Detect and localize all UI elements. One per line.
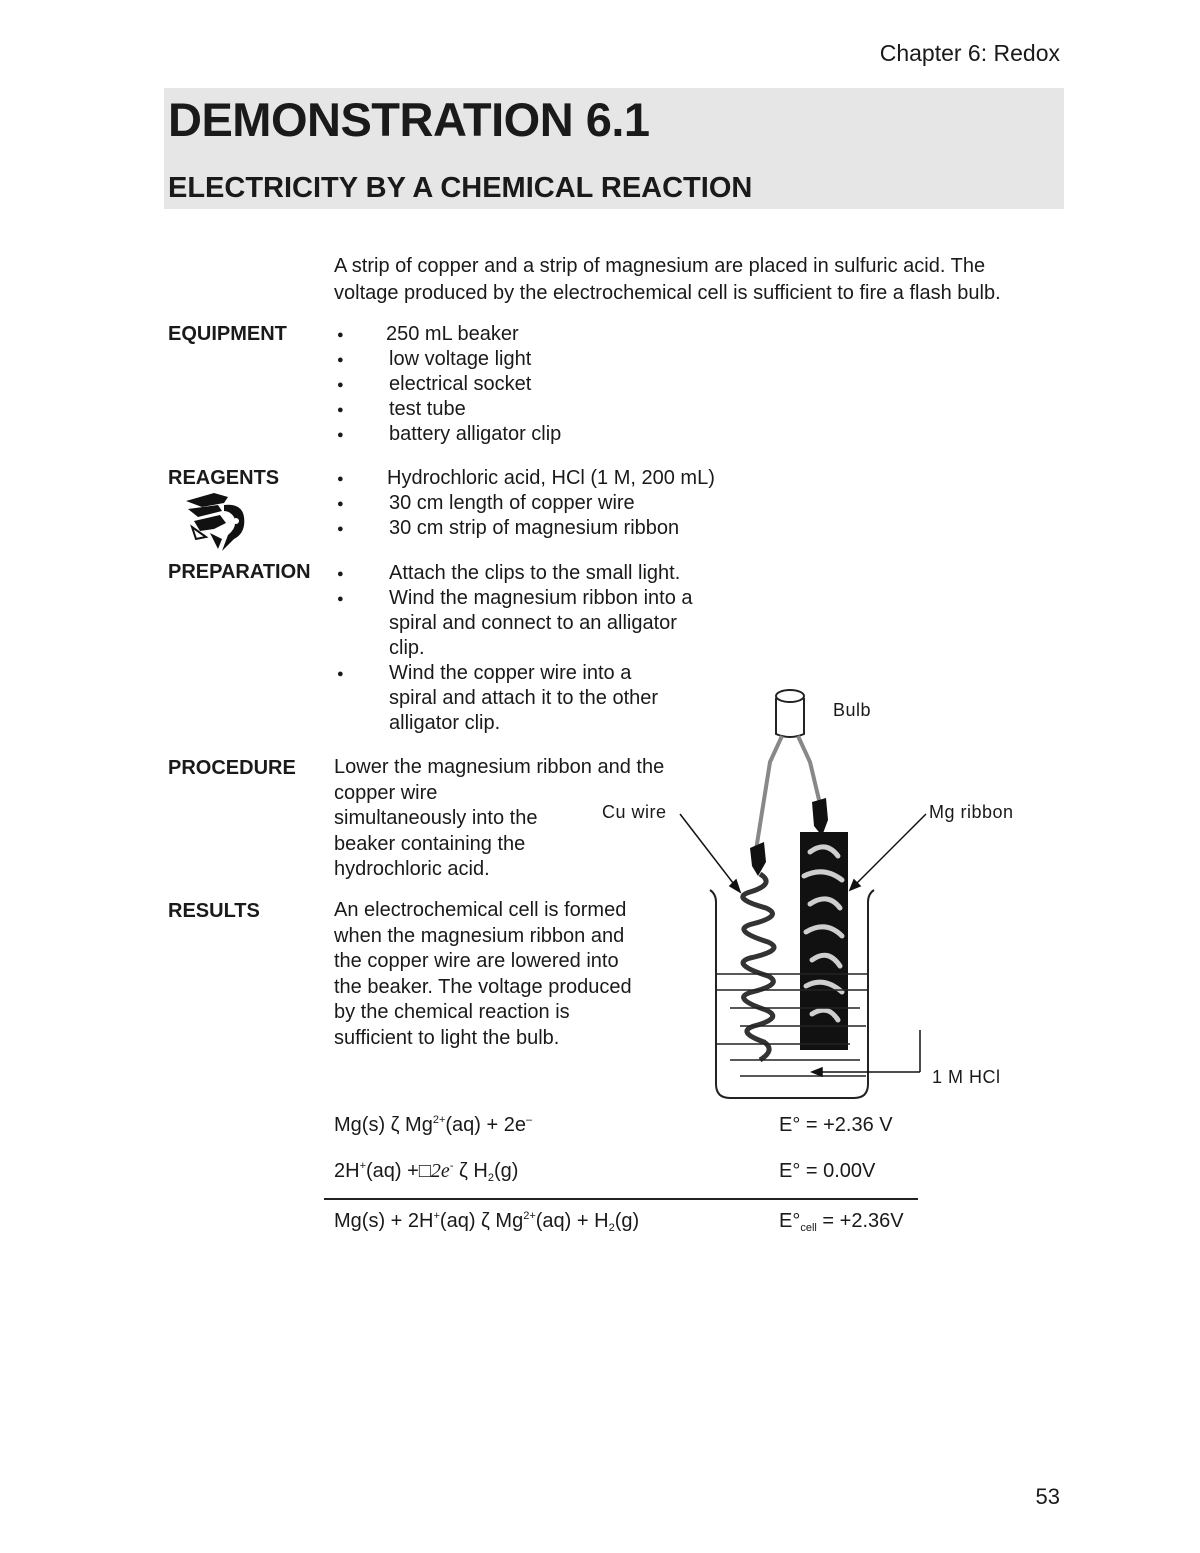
eq2-potential: E° = 0.00V	[779, 1160, 876, 1182]
text-line: when the magnesium ribbon and	[334, 924, 625, 947]
text-line: hydrochloric acid.	[334, 858, 490, 880]
intro-line: voltage produced by the electrochemical cell is sufficient to fire a flash bulb.	[334, 282, 1001, 304]
eq-sup: +	[359, 1160, 367, 1172]
left-alligator-clip	[750, 842, 766, 876]
list-item-line: ● Wind the copper wire into a	[389, 662, 632, 684]
eq-text: = +2.36V	[816, 1210, 904, 1232]
reaction-arrow: ζ	[481, 1210, 490, 1232]
eq-text: (aq) + H	[535, 1210, 609, 1232]
missing-glyph-box: □	[418, 1160, 431, 1182]
results-label: RESULTS	[168, 900, 260, 922]
text-line: An electrochemical cell is formed	[334, 899, 627, 921]
half-reaction-oxidation	[334, 1114, 532, 1137]
text-line: copper wire	[334, 781, 438, 804]
eq-sup: +	[433, 1210, 440, 1222]
reaction-arrow: ζ	[459, 1160, 468, 1182]
intro-paragraph	[334, 253, 1074, 307]
eq-sub: 2	[608, 1222, 615, 1234]
overall-reaction	[334, 1210, 639, 1234]
eq-sup: 2+	[432, 1114, 446, 1126]
results-text	[334, 898, 632, 1051]
cu-wire-spiral	[743, 874, 774, 1060]
mg-ribbon-strip	[800, 832, 848, 1050]
beaker	[710, 890, 874, 1098]
list-item: ● battery alligator clip	[334, 422, 734, 447]
equipment-list	[334, 322, 734, 447]
eq-text: Mg(s) + 2H	[334, 1210, 434, 1232]
electrochemical-cell-diagram	[590, 680, 1050, 1110]
eq-text: (aq) +	[366, 1160, 419, 1182]
list-item	[334, 586, 734, 661]
eq-text: Mg	[489, 1210, 524, 1232]
corrosive-hazard-icon	[184, 487, 254, 553]
bulb-icon	[776, 690, 804, 737]
eq-text: H	[467, 1160, 488, 1182]
list-item: ● Hydrochloric acid, HCl (1 M, 200 mL)	[334, 466, 734, 491]
eq-text: 2e	[430, 1160, 450, 1182]
eq-text: (aq) + 2e	[445, 1114, 526, 1136]
right-wire	[798, 736, 820, 804]
page-title: DEMONSTRATION 6.1	[168, 93, 650, 146]
right-alligator-clip	[812, 798, 828, 836]
eq-sup: -	[449, 1160, 454, 1172]
list-item-line: spiral and connect to an alligator	[389, 612, 677, 634]
eq-sub: 2	[487, 1172, 494, 1184]
list-item-line: spiral and attach it to the other	[389, 687, 659, 709]
text-line: beaker containing the	[334, 832, 526, 855]
text-line: the beaker. The voltage produced	[334, 975, 632, 998]
reaction-arrow: ζ	[390, 1114, 400, 1136]
list-item: ● 30 cm strip of magnesium ribbon	[334, 516, 734, 541]
text-line: Lower the magnesium ribbon and the	[334, 756, 665, 778]
preparation-label: PREPARATION	[168, 561, 311, 583]
page-number: 53	[1035, 1484, 1060, 1509]
equipment-label: EQUIPMENT	[168, 323, 287, 345]
text-line: by the chemical reaction is	[334, 1001, 570, 1023]
list-item-line: clip.	[389, 637, 425, 659]
eq-text: Mg	[399, 1114, 433, 1136]
list-item: ● low voltage light	[334, 347, 734, 372]
list-item	[334, 561, 734, 586]
chapter-header: Chapter 6: Redox	[879, 40, 1060, 66]
list-item: ● 30 cm length of copper wire	[334, 491, 734, 516]
reagents-label: REAGENTS	[168, 467, 280, 489]
cell-potential	[779, 1210, 904, 1234]
intro-line: A strip of copper and a strip of magnesium are placed in sulfuric acid. The	[334, 255, 986, 277]
list-item: ● electrical socket	[334, 372, 734, 397]
mg-ribbon-label: Mg ribbon	[929, 802, 1014, 822]
text-line: the copper wire are lowered into	[334, 950, 619, 972]
half-reaction-reduction	[334, 1160, 518, 1184]
list-item-line: alligator clip.	[389, 712, 501, 734]
eq-text: Mg(s)	[334, 1114, 391, 1136]
text-line: sufficient to light the bulb.	[334, 1026, 560, 1049]
eq-sup: 2+	[523, 1210, 536, 1222]
eq-text: (aq)	[439, 1210, 482, 1232]
list-item: ● test tube	[334, 397, 734, 422]
eq-text: E°	[779, 1210, 801, 1232]
bulb-label: Bulb	[833, 700, 872, 720]
list-item-line: ● Attach the clips to the small light.	[389, 562, 681, 584]
list-item-line: ● Wind the magnesium ribbon into a	[389, 587, 693, 609]
eq-sub: cell	[800, 1222, 817, 1234]
eq-text: (g)	[494, 1160, 519, 1182]
page-subtitle: ELECTRICITY BY A CHEMICAL REACTION	[168, 172, 753, 204]
hcl-label: 1 M HCl	[932, 1067, 1001, 1087]
eq1-potential: E° = +2.36 V	[779, 1114, 893, 1136]
equation-divider	[324, 1198, 918, 1200]
eq-text: (g)	[614, 1210, 640, 1232]
list-item: ● 250 mL beaker	[334, 322, 734, 347]
cu-wire-label: Cu wire	[602, 802, 667, 822]
eq-sup: –	[526, 1114, 533, 1126]
eq-text: 2H	[334, 1160, 360, 1182]
reagents-list	[334, 466, 734, 541]
left-wire	[756, 736, 782, 850]
text-line: simultaneously into the	[334, 807, 538, 829]
procedure-label: PROCEDURE	[168, 757, 296, 779]
